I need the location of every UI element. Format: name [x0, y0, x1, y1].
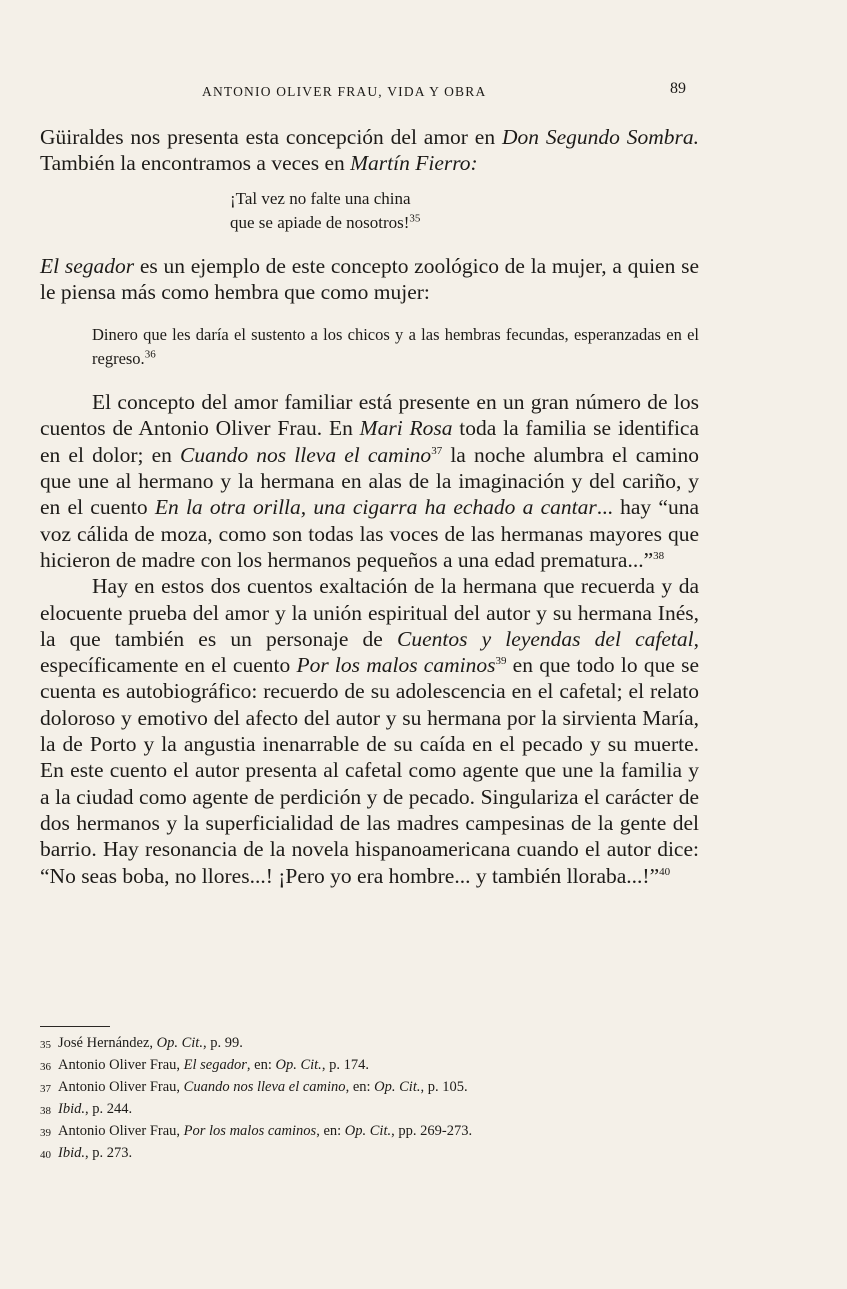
text-run: , en: — [246, 1057, 276, 1073]
footnote-text — [58, 1055, 369, 1077]
text-run: , pp. 269-273. — [391, 1123, 473, 1139]
paragraph-4 — [40, 573, 699, 889]
text-run: , p. 174. — [321, 1057, 369, 1073]
footnote-number: 35 — [40, 1039, 51, 1051]
text-run: , p. 273. — [84, 1145, 133, 1161]
text-run: Antonio Oliver Frau, — [58, 1057, 184, 1073]
text-run: , p. 99. — [202, 1035, 243, 1051]
text-italic: Ibid. — [58, 1101, 85, 1117]
footnote-ref: 35 — [409, 211, 421, 224]
footnote-text — [58, 1121, 472, 1143]
footnote-text — [58, 1033, 243, 1055]
page-number: 89 — [670, 80, 686, 97]
title-italic: Por los malos caminos — [296, 653, 496, 678]
title-italic: Cuentos y leyendas del cafetal — [396, 626, 694, 651]
footnote-ref: 38 — [653, 549, 665, 562]
text-run: Hay en estos dos cuentos exaltación de la hermana que recuerda y da elocuente prueba del amor y la unión espiritual del autor y su hermana Inés, la que también es un personaje de — [40, 574, 699, 651]
footnote-text — [58, 1099, 132, 1121]
text-run: , p. 105. — [420, 1079, 468, 1095]
paragraph-2 — [40, 253, 699, 306]
footnote-ref: 36 — [144, 348, 156, 361]
title-italic: En la otra orilla, una cigarra ha echado a cantar — [154, 495, 597, 520]
body-text — [40, 124, 699, 889]
text-italic: Op. Cit. — [374, 1079, 421, 1095]
running-title: ANTONIO OLIVER FRAU, VIDA Y OBRA — [202, 84, 487, 99]
text-run: la noche alumbra el camino que une al hermano y la hermana en alas de la imaginación y del cariño, y en el cuento — [40, 442, 700, 520]
text-run: También la encontramos a veces en — [40, 151, 351, 176]
title-italic: El segador — [40, 253, 135, 278]
footnote-text — [58, 1077, 468, 1099]
text-run: ... hay “una voz cálida de moza, como son todas las voces de las hermanas mayores que hicieron de madre con los hermanos pequeños a una edad prematura...” — [40, 495, 699, 572]
title-italic: Martín Fierro: — [350, 151, 478, 176]
footnote-number: 37 — [40, 1083, 51, 1095]
verse-quote — [230, 187, 699, 235]
verse-line: ¡Tal vez no falte una china — [230, 188, 411, 208]
text-run: en que todo lo que se cuenta es autobiográfico: recuerdo de su adolescencia en el cafetal; el relato doloroso y emotivo del afecto del autor y su hermana por la sirvienta María, la de Porto y la angustia inenarrable de su caída en el pecado y su muerte. En este cuento el autor presenta al cafetal como agente que une la familia y a la ciudad como agente de perdición y de pecado. Singulariza el carácter de dos hermanos y la superficialidad de las madres campesinas de la gente del barrio. Hay resonancia de la novela hispanoamericana cuando el autor dice: “No seas boba, no llores...! ¡Pero yo era hombre... y también lloraba...!” — [40, 653, 699, 888]
footnote-ref: 40 — [659, 865, 671, 878]
footnote-divider — [40, 1026, 110, 1027]
footnote-38 — [40, 1099, 720, 1121]
footnote-35 — [40, 1033, 720, 1055]
paragraph-1 — [40, 124, 699, 177]
text-run: es un ejemplo de este concepto zoológico de la mujer, a quien se le piensa más como hembra que como mujer: — [40, 253, 699, 304]
footnote-number: 36 — [40, 1061, 51, 1073]
text-run: , específicamente en el cuento — [40, 626, 699, 678]
footnote-36 — [40, 1055, 720, 1077]
verse-text: que se apiade de nosotros! — [230, 212, 410, 232]
footnote-number: 40 — [40, 1149, 51, 1161]
text-italic: Op. Cit. — [275, 1057, 322, 1073]
text-run: , en: — [316, 1123, 345, 1139]
text-italic: Op. Cit. — [344, 1123, 392, 1139]
block-quote — [92, 323, 699, 371]
text-italic: Cuando nos lleva el camino — [183, 1079, 346, 1095]
text-run: José Hernández, — [58, 1035, 157, 1051]
footnote-40 — [40, 1143, 720, 1165]
text-run: Antonio Oliver Frau, — [58, 1079, 184, 1095]
footnote-number: 38 — [40, 1105, 51, 1117]
text-italic: Por los malos caminos — [183, 1123, 317, 1139]
text-run: El concepto del amor familiar está presente en un gran número de los cuentos de Antonio Oliver Frau. En — [40, 390, 699, 441]
footnote-39 — [40, 1121, 720, 1143]
text-italic: El segador — [183, 1057, 247, 1073]
footnote-text — [58, 1143, 132, 1165]
footnotes — [40, 1033, 720, 1165]
footnote-ref: 39 — [495, 655, 507, 667]
footnote-ref: 37 — [431, 444, 443, 457]
text-italic: Ibid. — [58, 1145, 85, 1161]
title-italic: Cuando nos lleva el camino — [180, 442, 432, 467]
quote-text: Dinero que les daría el sustento a los chicos y a las hembras fecundas, esperanzadas en el regreso. — [92, 325, 699, 369]
text-run: , en: — [345, 1079, 375, 1095]
title-italic: Mari Rosa — [359, 416, 453, 441]
text-run: , p. 244. — [84, 1101, 133, 1117]
footnote-37 — [40, 1077, 720, 1099]
paragraph-3 — [40, 389, 699, 573]
text-run: Güiraldes nos presenta esta concepción del amor en — [40, 125, 502, 149]
text-run: Antonio Oliver Frau, — [58, 1123, 184, 1139]
title-italic: Don Segundo Sombra. — [501, 125, 699, 149]
text-run: toda la familia se identifica en el dolor; en — [40, 416, 700, 467]
footnote-number: 39 — [40, 1127, 51, 1139]
text-italic: Op. Cit. — [156, 1035, 203, 1051]
verse-line — [230, 211, 699, 235]
